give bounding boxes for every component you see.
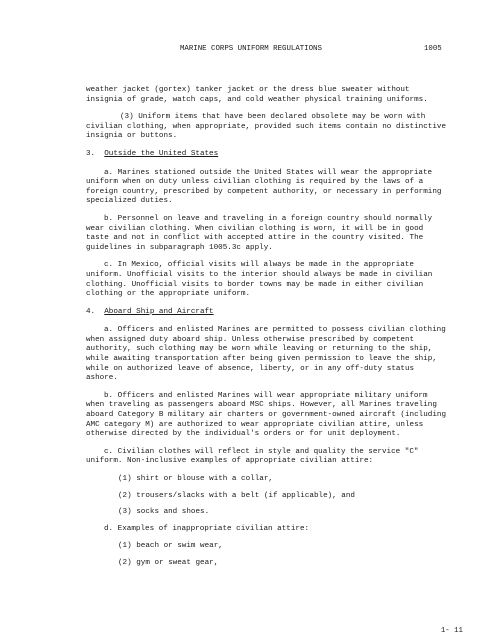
header-title: MARINE CORPS UNIFORM REGULATIONS — [180, 45, 322, 53]
list-item: (2) gym or sweat gear, — [118, 558, 219, 567]
section-3-title: Outside the United States — [104, 149, 219, 158]
section-3-paragraph-c: c. In Mexico, official visits will always be made in the appropriate uniform. Unofficial visits to the interior should always be made in civilian clothing. Unofficial visits to border towns may be made in either civilian clothing or the appropriate uniform. — [86, 261, 433, 299]
section-4-paragraph-b: b. Officers and enlisted Marines will wear appropriate military uniform when traveling as passengers aboard MSC ships. However, all Marines traveling aboard Category B military air charters or government-owned aircraft (including AMC category M) are authorized to wear appropriate civilian attire, unless otherwise directed by the individual's orders or for unit deployment. — [86, 391, 447, 439]
section-4-paragraph-d: d. Examples of inappropriate civilian attire: — [104, 524, 310, 533]
section-3-heading — [86, 150, 446, 160]
section-4-heading — [86, 308, 446, 318]
section-3-number: 3. — [86, 149, 96, 158]
list-item: (1) shirt or blouse with a collar, — [118, 475, 273, 483]
paragraph-continued: weather jacket (gortex) tanker jacket or the dress blue sweater without insignia of grade, watch caps, and cold weather physical training uniforms. — [86, 86, 428, 104]
section-4-paragraph-a: a. Officers and enlisted Marines are permitted to possess civilian clothing when assigned duty aboard ship. Unless otherwise prescribed by competent authority, such clothing may be worn while leaving or returning to the ship, while awaiting transportation after being given permission to leave the ship, while on authorized leave of absence, liberty, or in any off-duty status ashore. — [86, 326, 446, 383]
section-4-number: 4. — [86, 307, 96, 316]
list-item: (2) trousers/slacks with a belt (if applicable), and — [118, 491, 355, 500]
document-body — [86, 86, 446, 576]
header-section-number: 1005 — [424, 45, 442, 53]
page-header — [0, 45, 495, 57]
section-4-paragraph-c: c. Civilian clothes will reflect in style and quality the service "C" uniform. Non-inclusive examples of appropriate civilian attire: — [86, 447, 419, 466]
list-item: (1) beach or swim wear, — [118, 542, 223, 551]
paragraph-obsolete-items: (3) Uniform items that have been declared obsolete may be worn with civilian clothing, when appropriate, provided such items contain no distinctive insignia or buttons. — [86, 113, 447, 141]
section-3-paragraph-a: a. Marines stationed outside the United States will wear the appropriate uniform when on duty unless civilian clothing is required by the laws of a foreign country, prescribed by competent authority, or necessary in performing specialized duties. — [86, 168, 442, 206]
page-number: 1- 11 — [440, 627, 463, 635]
section-4-title: Aboard Ship and Aircraft — [104, 307, 214, 316]
section-3-paragraph-b: b. Personnel on leave and traveling in a foreign country should normally wear civilian clothing. When civilian clothing is worn, it will be in good taste and not in conflict with accepted attire in the country visited. The guidelines in subparagraph 1005.3c apply. — [86, 214, 433, 252]
list-item: (3) socks and shoes. — [118, 508, 210, 517]
